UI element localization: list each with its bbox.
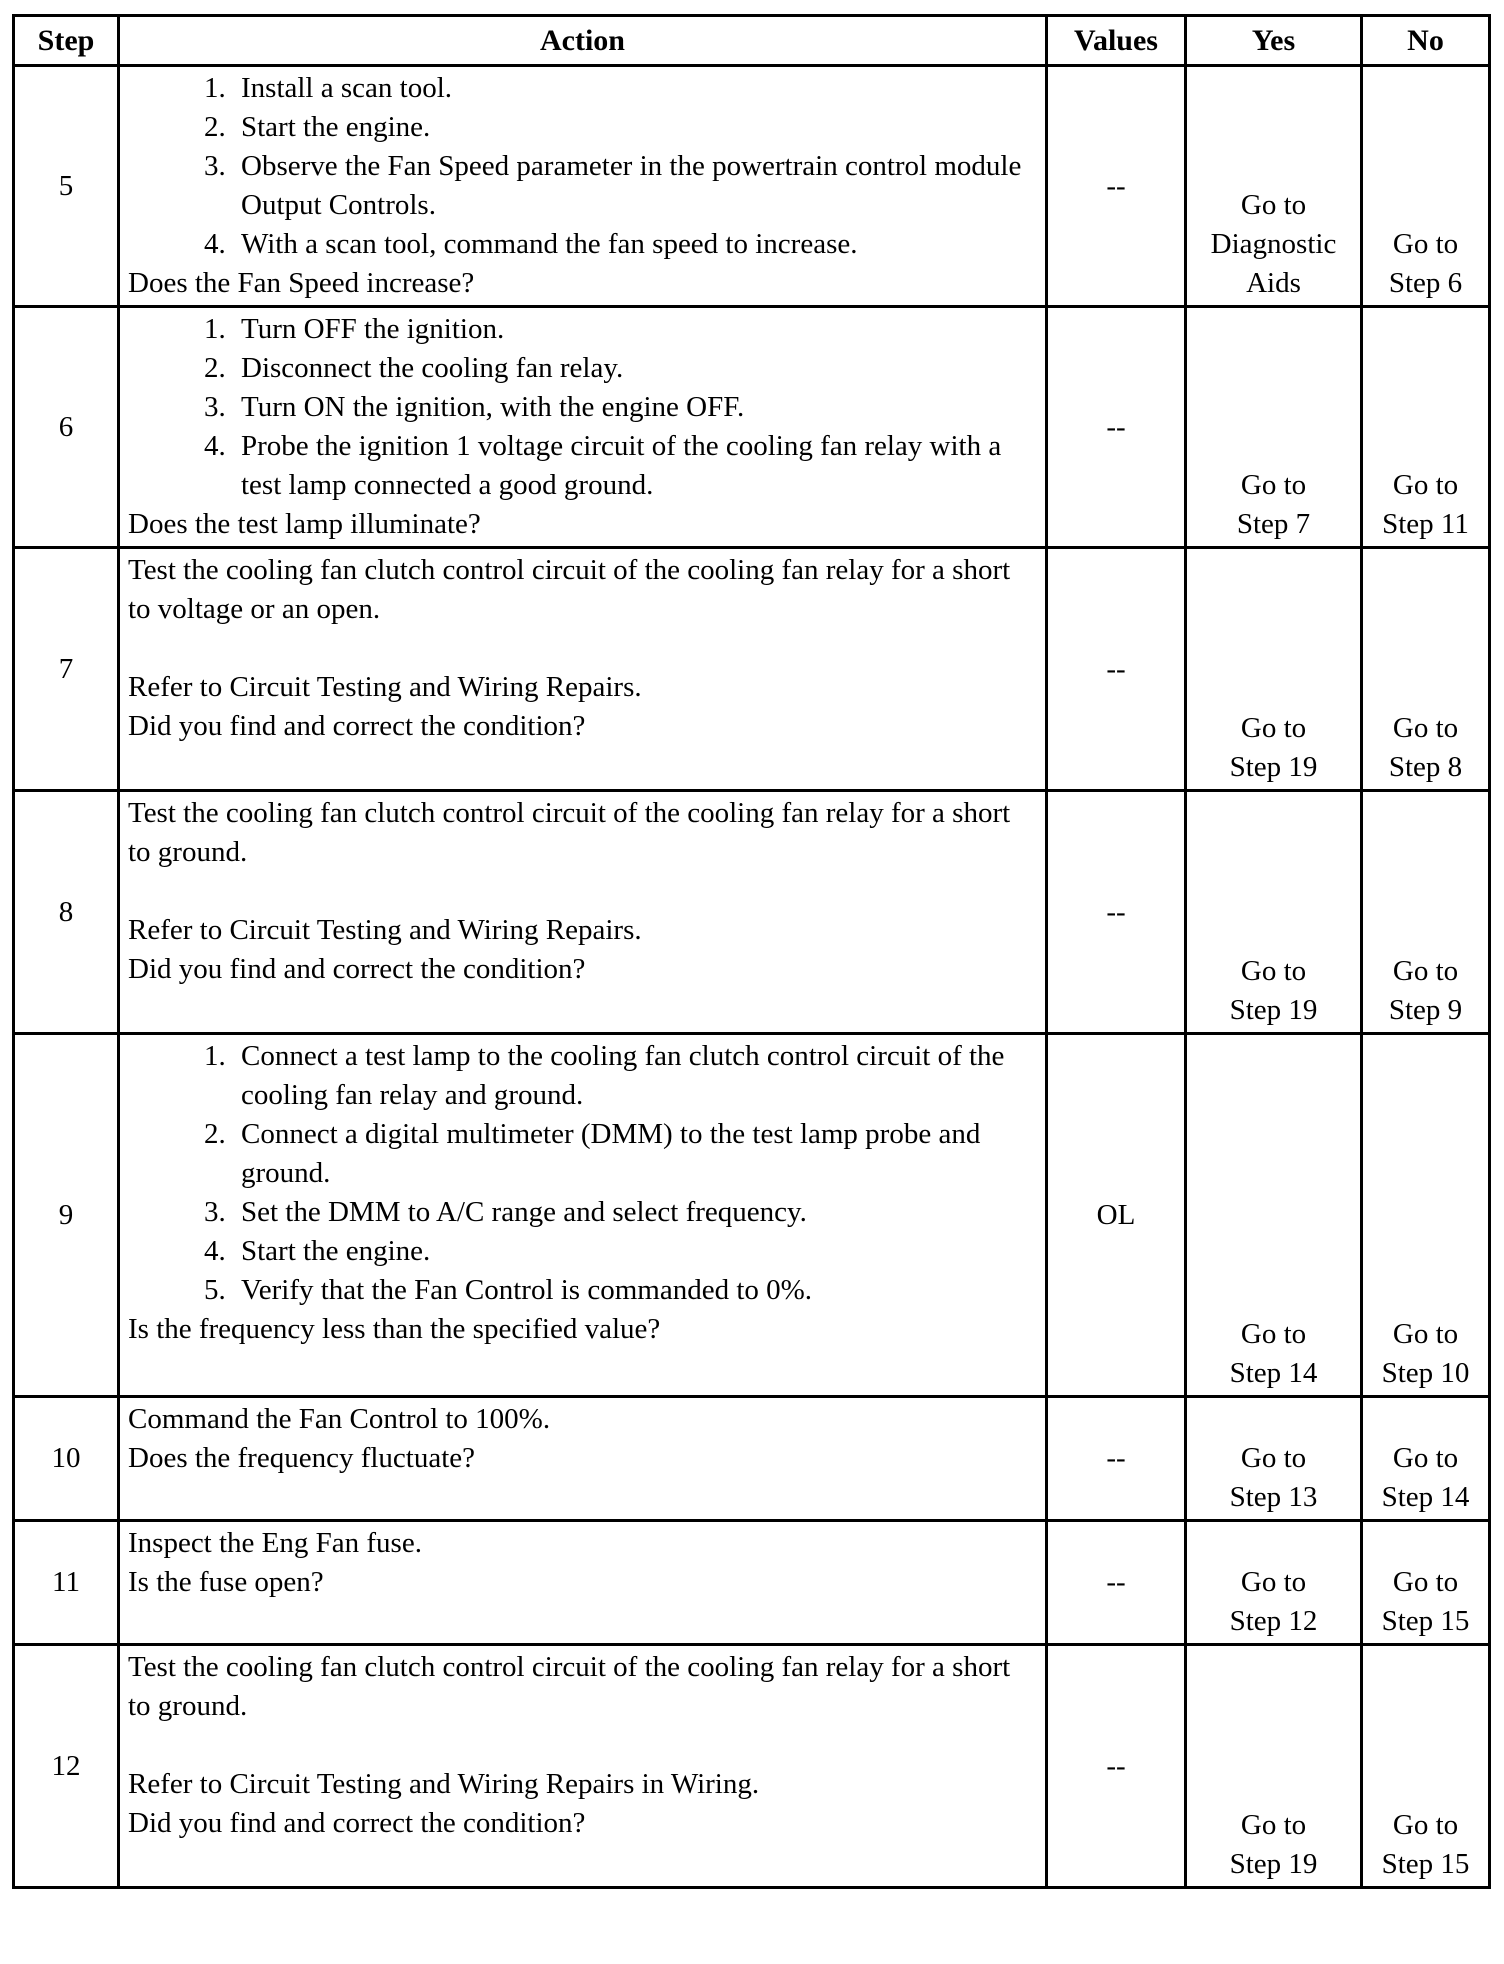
step-number: 5 [14, 66, 119, 307]
instruction-item: 3. Set the DMM to A/C range and select frequency. [233, 1193, 1037, 1232]
instruction-item: 4. Start the engine. [233, 1232, 1037, 1271]
step-number: 9 [14, 1034, 119, 1397]
header-no: No [1362, 16, 1490, 66]
instruction-item: 3. Turn ON the ignition, with the engine OFF. [233, 388, 1037, 427]
yes-cell [1186, 791, 1362, 1034]
table-row-step-11 [14, 1521, 1490, 1645]
question-text: Does the Fan Speed increase? [128, 267, 475, 299]
action-cell [119, 307, 1047, 548]
action-cell [119, 1521, 1047, 1645]
yes-line: Step 19 [1229, 1848, 1318, 1880]
value-cell: -- [1047, 791, 1186, 1034]
no-cell [1362, 1397, 1490, 1521]
no-cell [1362, 1521, 1490, 1645]
table-row-step-10 [14, 1397, 1490, 1521]
instruction-list [128, 1037, 1037, 1310]
header-values: Values [1047, 16, 1186, 66]
no-line: Go to [1392, 469, 1459, 501]
instruction-item: 4. With a scan tool, command the fan speed to increase. [233, 225, 1037, 264]
instruction-item: 1. Connect a test lamp to the cooling fan clutch control circuit of the cooling fan relay and ground. [233, 1037, 1037, 1115]
step-number: 8 [14, 791, 119, 1034]
no-line: Step 15 [1381, 1848, 1470, 1880]
step-number: 12 [14, 1645, 119, 1888]
yes-cell [1186, 66, 1362, 307]
step-number: 7 [14, 548, 119, 791]
instruction-item: 2. Disconnect the cooling fan relay. [233, 349, 1037, 388]
table-row-step-6 [14, 307, 1490, 548]
question-text: Does the test lamp illuminate? [128, 508, 481, 540]
no-line: Step 11 [1382, 508, 1469, 540]
step-number: 10 [14, 1397, 119, 1521]
header-action: Action [119, 16, 1047, 66]
instruction-item: 1. Turn OFF the ignition. [233, 310, 1037, 349]
reference-text: Refer to Circuit Testing and Wiring Repairs. [128, 914, 642, 946]
yes-cell [1186, 307, 1362, 548]
action-cell [119, 66, 1047, 307]
yes-line: Go to [1240, 189, 1307, 221]
value-cell: -- [1047, 1645, 1186, 1888]
no-cell [1362, 307, 1490, 548]
yes-line: Go to [1240, 1566, 1307, 1598]
question-text: Did you find and correct the condition? [128, 1807, 586, 1839]
diagnostic-table [12, 14, 1491, 1889]
yes-cell [1186, 1521, 1362, 1645]
header-step: Step [14, 16, 119, 66]
instruction-text: Command the Fan Control to 100%. [128, 1403, 551, 1435]
yes-line: Go to [1240, 1442, 1307, 1474]
no-line: Go to [1392, 228, 1459, 260]
yes-line: Step 12 [1229, 1605, 1318, 1637]
no-line: Step 14 [1381, 1481, 1470, 1513]
yes-line: Step 19 [1229, 751, 1318, 783]
value-cell: OL [1047, 1034, 1186, 1397]
no-cell [1362, 1645, 1490, 1888]
yes-line: Go to [1240, 1809, 1307, 1841]
no-line: Step 8 [1388, 751, 1463, 783]
action-cell [119, 548, 1047, 791]
yes-line: Go to [1240, 712, 1307, 744]
value-cell: -- [1047, 66, 1186, 307]
no-line: Go to [1392, 1442, 1459, 1474]
action-cell [119, 1397, 1047, 1521]
instruction-text: Test the cooling fan clutch control circuit of the cooling fan relay for a short to ground. [128, 1651, 1011, 1722]
yes-cell [1186, 1034, 1362, 1397]
header-yes: Yes [1186, 16, 1362, 66]
instruction-item: 3. Observe the Fan Speed parameter in the powertrain control module Output Controls. [233, 147, 1037, 225]
no-line: Go to [1392, 1566, 1459, 1598]
action-cell [119, 791, 1047, 1034]
instruction-item: 2. Connect a digital multimeter (DMM) to the test lamp probe and ground. [233, 1115, 1037, 1193]
table-row-step-7 [14, 548, 1490, 791]
no-line: Step 6 [1388, 267, 1463, 299]
value-cell: -- [1047, 1521, 1186, 1645]
value-cell: -- [1047, 548, 1186, 791]
no-cell [1362, 1034, 1490, 1397]
table-row-step-12 [14, 1645, 1490, 1888]
instruction-item: 2. Start the engine. [233, 108, 1037, 147]
yes-line: Go to [1240, 955, 1307, 987]
table-row-step-9 [14, 1034, 1490, 1397]
no-line: Go to [1392, 712, 1459, 744]
no-cell [1362, 548, 1490, 791]
instruction-item: 1. Install a scan tool. [233, 69, 1037, 108]
reference-text: Refer to Circuit Testing and Wiring Repairs in Wiring. [128, 1768, 760, 1800]
yes-line: Step 19 [1229, 994, 1318, 1026]
question-text: Is the frequency less than the specified value? [128, 1313, 661, 1345]
no-line: Go to [1392, 1318, 1459, 1350]
reference-text: Refer to Circuit Testing and Wiring Repairs. [128, 671, 642, 703]
yes-line: Step 13 [1229, 1481, 1318, 1513]
no-cell [1362, 66, 1490, 307]
instruction-list [128, 310, 1037, 505]
instruction-list [128, 69, 1037, 264]
step-number: 6 [14, 307, 119, 548]
yes-line: Go to [1240, 469, 1307, 501]
yes-line: Aids [1246, 267, 1301, 299]
instruction-text: Test the cooling fan clutch control circuit of the cooling fan relay for a short to ground. [128, 797, 1011, 868]
step-number: 11 [14, 1521, 119, 1645]
instruction-text: Test the cooling fan clutch control circuit of the cooling fan relay for a short to voltage or an open. [128, 554, 1011, 625]
question-text: Is the fuse open? [128, 1566, 324, 1598]
yes-line: Go to [1240, 1318, 1307, 1350]
instruction-text: Inspect the Eng Fan fuse. [128, 1527, 422, 1559]
value-cell: -- [1047, 307, 1186, 548]
yes-line: Step 14 [1229, 1357, 1318, 1389]
no-line: Step 10 [1381, 1357, 1470, 1389]
yes-line: Step 7 [1236, 508, 1311, 540]
question-text: Did you find and correct the condition? [128, 710, 586, 742]
yes-line: Diagnostic [1210, 228, 1337, 260]
no-line: Go to [1392, 955, 1459, 987]
question-text: Does the frequency fluctuate? [128, 1442, 476, 1474]
question-text: Did you find and correct the condition? [128, 953, 586, 985]
no-cell [1362, 791, 1490, 1034]
instruction-item: 5. Verify that the Fan Control is commanded to 0%. [233, 1271, 1037, 1310]
action-cell [119, 1645, 1047, 1888]
no-line: Go to [1392, 1809, 1459, 1841]
header-row [14, 16, 1490, 66]
yes-cell [1186, 548, 1362, 791]
value-cell: -- [1047, 1397, 1186, 1521]
yes-cell [1186, 1397, 1362, 1521]
no-line: Step 15 [1381, 1605, 1470, 1637]
no-line: Step 9 [1388, 994, 1463, 1026]
action-cell [119, 1034, 1047, 1397]
table-row-step-8 [14, 791, 1490, 1034]
table-row-step-5 [14, 66, 1490, 307]
yes-cell [1186, 1645, 1362, 1888]
instruction-item: 4. Probe the ignition 1 voltage circuit of the cooling fan relay with a test lamp connected a good ground. [233, 427, 1037, 505]
